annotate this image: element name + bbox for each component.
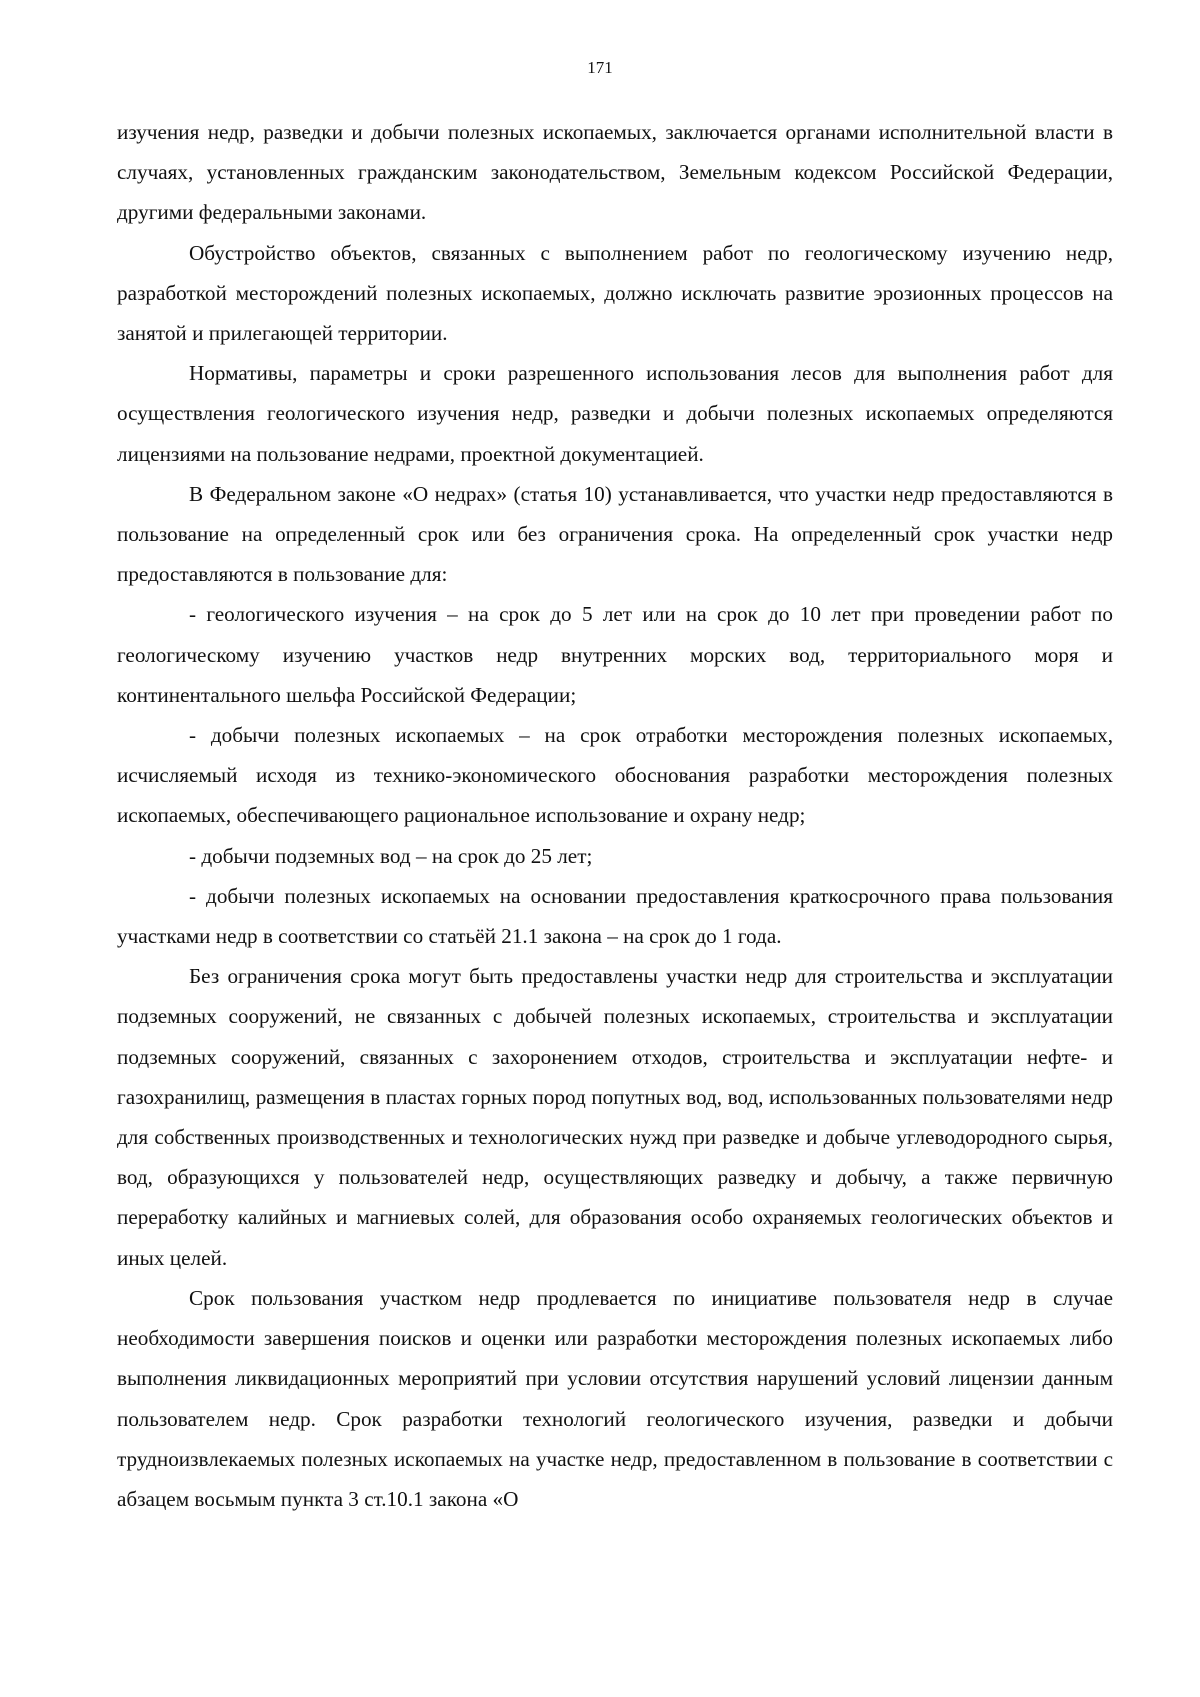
- paragraph: Срок пользования участком недр продлевается по инициативе пользователя недр в случае необходимости завершения поисков и оценки или разработки месторождения полезных ископаемых либо выполнения ликвидационных мероприятий при условии отсутствия нарушений условий лицензии данным пользователем недр. Срок разработки технологий геологического изучения, разведки и добычи трудноизвлекаемых полезных ископаемых на участке недр, предоставленном в пользование в соответствии с абзацем восьмым пункта 3 ст.10.1 закона «О: [117, 1285, 1113, 1511]
- paragraph: Обустройство объектов, связанных с выполнением работ по геологическому изучению недр, разработкой месторождений полезных ископаемых, должно исключать развитие эрозионных процессов на занятой и прилегающей территории.: [117, 240, 1113, 346]
- list-item: - добычи полезных ископаемых на основании предоставления краткосрочного права пользования участками недр в соответствии со статьёй 21.1 закона – на срок до 1 года.: [117, 883, 1113, 949]
- paragraph: Нормативы, параметры и сроки разрешенного использования лесов для выполнения работ для осуществления геологического изучения недр, разведки и добычи полезных ископаемых определяются лицензиями на пользование недрами, проектной документацией.: [117, 361, 1113, 466]
- list-item: - добычи подземных вод – на срок до 25 лет;: [189, 843, 593, 868]
- list-item: - добычи полезных ископаемых – на срок отработки месторождения полезных ископаемых, исчисляемый исходя из технико-экономического обоснования разработки месторождения полезных ископаемых, обеспечивающего рациональное использование и охрану недр;: [117, 723, 1113, 828]
- document-body: [117, 112, 1113, 1519]
- paragraph: Без ограничения срока могут быть предоставлены участки недр для строительства и эксплуатации подземных сооружений, не связанных с добычей полезных ископаемых, строительства и эксплуатации подземных сооружений, связанных с захоронением отходов, строительства и эксплуатации нефте- и газохранилищ, размещения в пластах горных пород попутных вод, вод, использованных пользователями недр для собственных производственных и технологических нужд при разведке и добыче углеводородного сырья, вод, образующихся у пользователей недр, осуществляющих разведку и добычу, а также первичную переработку калийных и магниевых солей, для образования особо охраняемых геологических объектов и иных целей.: [117, 964, 1113, 1270]
- paragraph: изучения недр, разведки и добычи полезных ископаемых, заключается органами исполнительной власти в случаях, установленных гражданским законодательством, Земельным кодексом Российской Федерации, другими федеральными законами.: [117, 120, 1113, 225]
- paragraph: В Федеральном законе «О недрах» (статья 10) устанавливается, что участки недр предоставляются в пользование на определенный срок или без ограничения срока. На определенный срок участки недр предоставляются в пользование для:: [117, 481, 1113, 587]
- page-number: 171: [587, 58, 613, 77]
- list-item: - геологического изучения – на срок до 5 лет или на срок до 10 лет при проведении работ по геологическому изучению участков недр внутренних морских вод, территориального моря и континентального шельфа Российской Федерации;: [117, 602, 1113, 707]
